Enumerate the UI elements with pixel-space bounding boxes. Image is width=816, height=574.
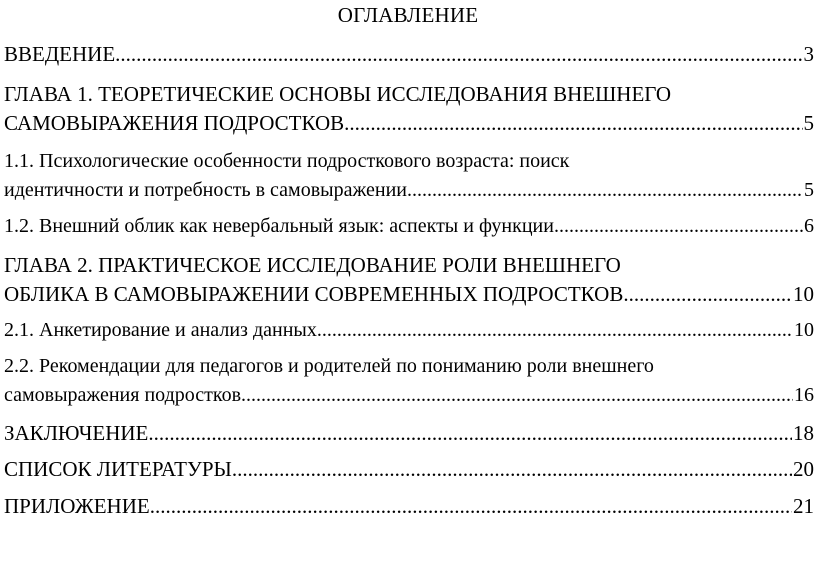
toc-entry-title: ЗАКЛЮЧЕНИЕ [4,421,149,445]
dot-leader [241,381,793,410]
toc-page-number: 6 [804,215,814,237]
toc-page-number: 18 [793,421,814,445]
dot-leader [115,40,802,69]
toc-entry-section-2-2[interactable] [4,352,814,410]
toc-entry-appendix[interactable] [4,492,814,521]
dot-leader [407,176,803,205]
toc-title: ОГЛАВЛЕНИЕ [337,3,479,27]
toc-entry-section-2-1[interactable] [4,316,814,345]
toc-entry-title-line-1: ГЛАВА 2. ПРАКТИЧЕСКОЕ ИССЛЕДОВАНИЕ РОЛИ ВНЕШНЕГО [4,253,621,277]
toc-entry-title-line-1: 1.1. Психологические особенности подросткового возраста: поиск [4,150,570,172]
toc-entry-references[interactable] [4,455,814,484]
toc-entry-title: СПИСОК ЛИТЕРАТУРЫ [4,457,232,481]
dot-leader [317,316,793,345]
toc-page-number: 20 [793,457,814,481]
toc-entry-title: ПРИЛОЖЕНИЕ [4,494,150,518]
dot-leader [554,212,803,241]
dot-leader [344,109,802,138]
toc-page-number: 16 [794,384,814,406]
dot-leader [232,455,792,484]
toc-page-number: 5 [803,111,814,135]
toc-page-number: 5 [804,179,814,201]
toc-entry-section-1-1[interactable] [4,147,814,205]
dot-leader [150,492,792,521]
toc-entry-title-line-2: идентичности и потребность в самовыражении [4,179,407,201]
toc-entry-introduction[interactable] [4,40,814,69]
toc-page-number: 21 [793,494,814,518]
toc-page-number: 3 [803,42,814,66]
toc-entry-title-line-2: ОБЛИКА В САМОВЫРАЖЕНИИ СОВРЕМЕННЫХ ПОДРОСТКОВ [4,282,624,306]
toc-page-number: 10 [794,319,814,341]
dot-leader [623,280,792,309]
dot-leader [148,419,792,448]
toc-entry-chapter-2[interactable] [4,251,814,309]
toc-page-number: 10 [793,282,814,306]
toc-entry-title: ВВЕДЕНИЕ [4,42,116,66]
toc-entry-conclusion[interactable] [4,419,814,448]
toc-entry-title: 1.2. Внешний облик как невербальный язык: аспекты и функции [4,215,554,237]
toc-entry-title-line-2: самовыражения подростков [4,384,242,406]
toc-entry-title-line-1: ГЛАВА 1. ТЕОРЕТИЧЕСКИЕ ОСНОВЫ ИССЛЕДОВАНИЯ ВНЕШНЕГО [4,82,672,106]
toc-entry-section-1-2[interactable] [4,212,814,241]
toc-entry-title-line-1: 2.2. Рекомендации для педагогов и родителей по пониманию роли внешнего [4,355,654,377]
toc-entry-title-line-2: САМОВЫРАЖЕНИЯ ПОДРОСТКОВ [4,111,345,135]
toc-entry-title: 2.1. Анкетирование и анализ данных [4,319,317,341]
toc-entry-chapter-1[interactable] [4,80,814,138]
